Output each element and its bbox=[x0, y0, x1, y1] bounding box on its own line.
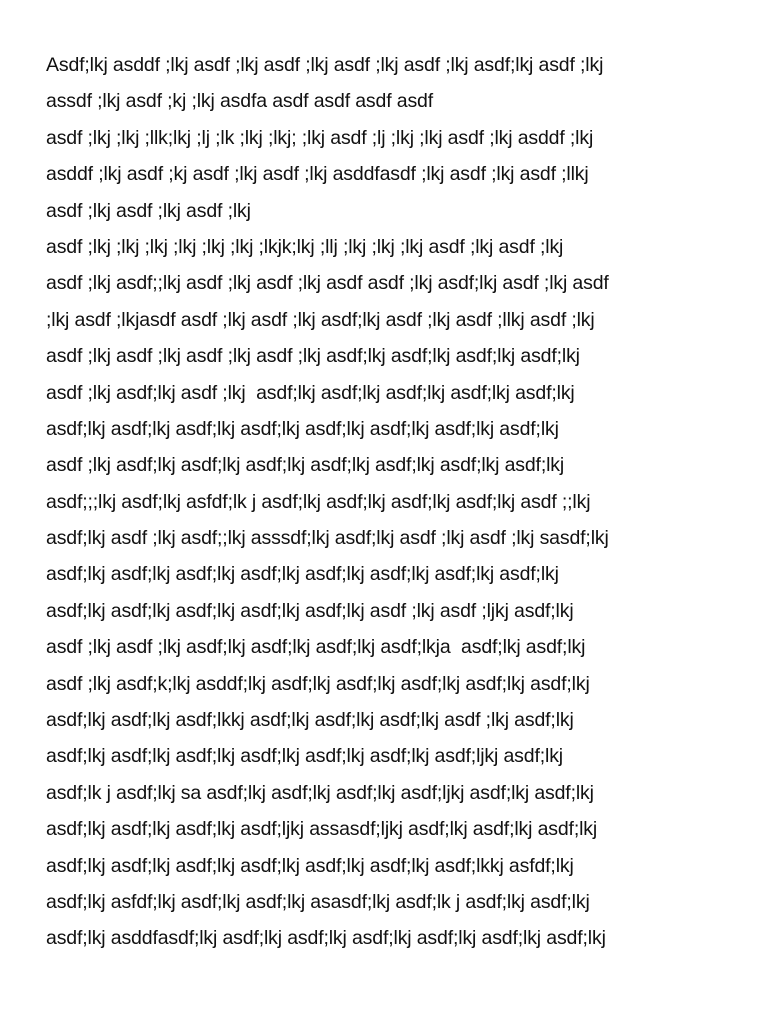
text-line: asdf;lkj asdf;lkj asdf;lkj asdf;lkj asdf;lkj asdf;lkj asdf;ljkj asdf;lkj bbox=[46, 745, 563, 768]
text-line: asdf ;lkj asdf;lkj asdf;lkj asdf;lkj asdf;lkj asdf;lkj asdf;lkj asdf;lkj bbox=[46, 454, 565, 477]
text-line: asdf;lkj asdf;lkj asdf;lkj asdf;lkj asdf;lkj asdf ;lkj asdf ;ljkj asdf;lkj bbox=[46, 599, 574, 622]
text-line: asdf ;lkj asdf ;lkj asdf ;lkj asdf ;lkj asdf;lkj asdf;lkj asdf;lkj asdf;lkj bbox=[46, 345, 580, 368]
text-line: asdf ;lkj asdf;;lkj asdf ;lkj asdf ;lkj asdf asdf ;lkj asdf;lkj asdf ;lkj asdf bbox=[46, 272, 609, 295]
text-line: asdf;lkj asddfasdf;lkj asdf;lkj asdf;lkj asdf;lkj asdf;lkj asdf;lkj asdf;lkj bbox=[46, 927, 606, 950]
document-body bbox=[46, 47, 736, 957]
text-line: asdf;lkj asdf;lkj asdf;lkkj asdf;lkj asdf;lkj asdf;lkj asdf ;lkj asdf;lkj bbox=[46, 709, 574, 732]
text-line: asdf;lkj asfdf;lkj asdf;lkj asdf;lkj asasdf;lkj asdf;lk j asdf;lkj asdf;lkj bbox=[46, 890, 590, 913]
text-line: asdf ;lkj asdf;lkj asdf ;lkj asdf;lkj asdf;lkj asdf;lkj asdf;lkj asdf;lkj bbox=[46, 381, 575, 404]
text-line: asddf ;lkj asdf ;kj asdf ;lkj asdf ;lkj asddfasdf ;lkj asdf ;lkj asdf ;llkj bbox=[46, 163, 589, 186]
text-line: assdf ;lkj asdf ;kj ;lkj asdfa asdf asdf asdf asdf bbox=[46, 90, 434, 113]
paragraph bbox=[46, 47, 736, 120]
text-line: asdf;;;lkj asdf;lkj asfdf;lk j asdf;lkj asdf;lkj asdf;lkj asdf;lkj asdf ;;lkj bbox=[46, 490, 591, 513]
text-line: ;lkj asdf ;lkjasdf asdf ;lkj asdf ;lkj asdf;lkj asdf ;lkj asdf ;llkj asdf ;lkj bbox=[46, 308, 595, 331]
text-line: asdf ;lkj asdf ;lkj asdf ;lkj bbox=[46, 199, 251, 222]
text-line: asdf ;lkj ;lkj ;llk;lkj ;lj ;lk ;lkj ;lkj; ;lkj asdf ;lj ;lkj ;lkj asdf ;lkj asddf ;lkj bbox=[46, 126, 594, 149]
text-line: asdf;lk j asdf;lkj sa asdf;lkj asdf;lkj asdf;lkj asdf;ljkj asdf;lkj asdf;lkj bbox=[46, 781, 594, 804]
paragraph bbox=[46, 229, 736, 957]
text-line: asdf;lkj asdf;lkj asdf;lkj asdf;lkj asdf;lkj asdf;lkj asdf;lkkj asfdf;lkj bbox=[46, 854, 574, 877]
text-line: asdf;lkj asdf;lkj asdf;lkj asdf;ljkj assasdf;ljkj asdf;lkj asdf;lkj asdf;lkj bbox=[46, 818, 598, 841]
text-line: asdf;lkj asdf;lkj asdf;lkj asdf;lkj asdf;lkj asdf;lkj asdf;lkj asdf;lkj bbox=[46, 563, 559, 586]
text-line: Asdf;lkj asddf ;lkj asdf ;lkj asdf ;lkj asdf ;lkj asdf ;lkj asdf;lkj asdf ;lkj bbox=[46, 54, 604, 76]
text-line: asdf ;lkj asdf;k;lkj asddf;lkj asdf;lkj asdf;lkj asdf;lkj asdf;lkj asdf;lkj bbox=[46, 672, 590, 695]
paragraph bbox=[46, 120, 736, 229]
text-line: asdf ;lkj asdf ;lkj asdf;lkj asdf;lkj asdf;lkj asdf;lkja asdf;lkj asdf;lkj bbox=[46, 636, 586, 659]
text-line: asdf;lkj asdf ;lkj asdf;;lkj asssdf;lkj asdf;lkj asdf ;lkj asdf ;lkj sasdf;lkj bbox=[46, 527, 609, 550]
text-line: asdf ;lkj ;lkj ;lkj ;lkj ;lkj ;lkj ;lkjk;lkj ;llj ;lkj ;lkj ;lkj asdf ;lkj asdf ;lkj bbox=[46, 235, 564, 258]
text-line: asdf;lkj asdf;lkj asdf;lkj asdf;lkj asdf;lkj asdf;lkj asdf;lkj asdf;lkj bbox=[46, 417, 559, 440]
